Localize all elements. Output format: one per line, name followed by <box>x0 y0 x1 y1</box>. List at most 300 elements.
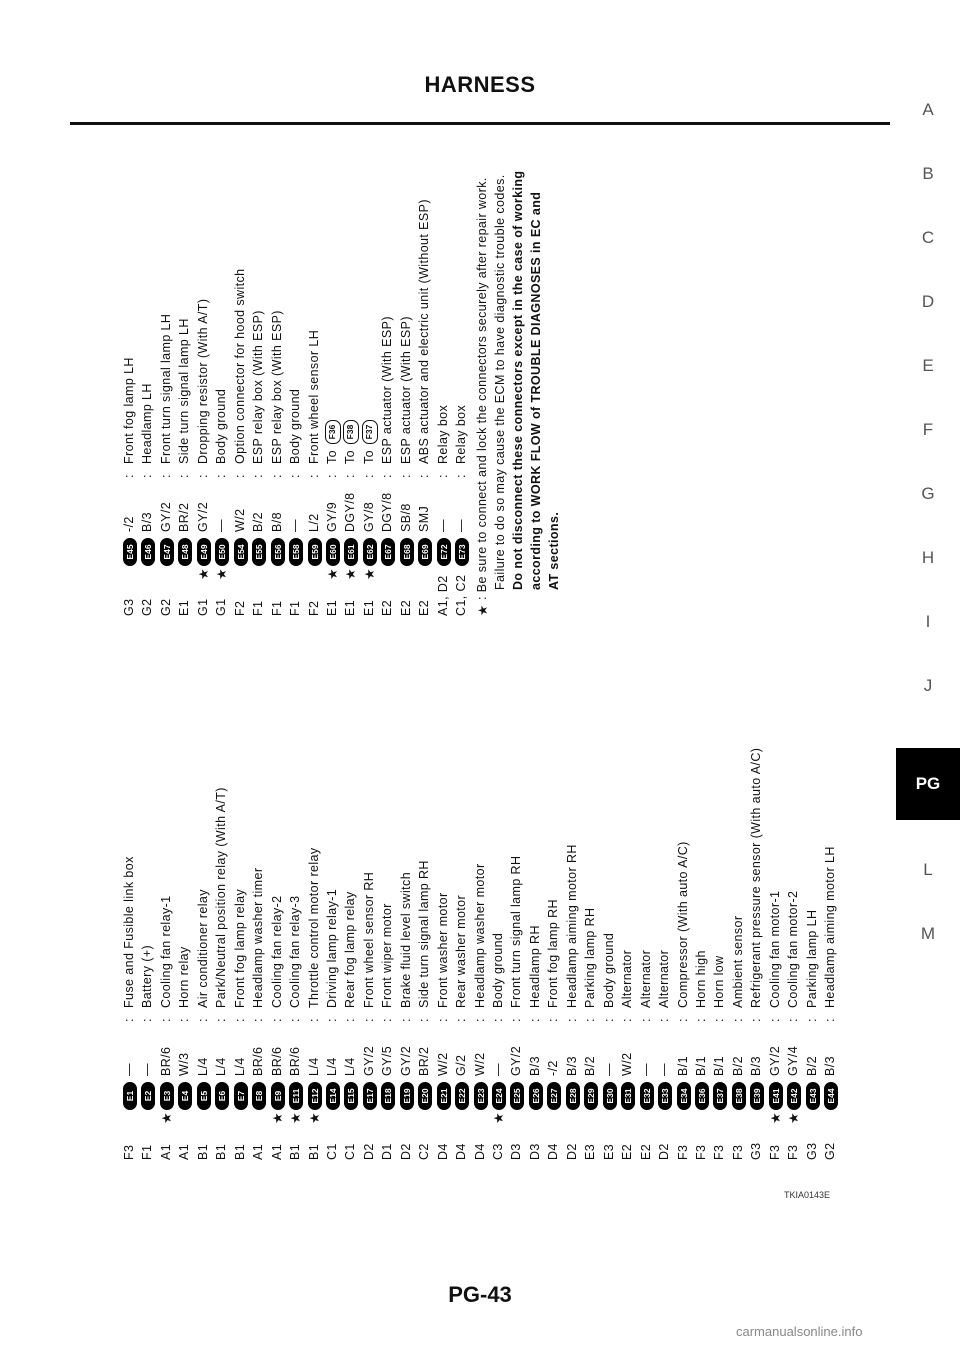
grid-location: B1 <box>306 1143 321 1160</box>
grid-location: A1 <box>177 1143 192 1160</box>
connector-spec: GY/8 <box>361 501 376 532</box>
grid-location: F2 <box>232 600 247 616</box>
connector-spec: GY/5 <box>380 1045 395 1076</box>
grid-location: C3 <box>491 1143 505 1160</box>
star-icon: ★ <box>288 1111 304 1124</box>
grid-location: E3 <box>583 1143 598 1160</box>
star-icon: ★ <box>491 1111 506 1124</box>
connector-spec: GY/4 <box>786 1045 801 1076</box>
connector-badge: E62 <box>363 538 377 566</box>
grid-location: F2 <box>306 600 321 616</box>
connector-badge: E28 <box>566 1082 580 1110</box>
separator: : <box>232 474 247 478</box>
separator: : <box>564 1018 579 1022</box>
connector-description: Front fog lamp LH <box>122 357 136 464</box>
grid-location: E2 <box>417 599 432 616</box>
side-index-letter: D <box>921 292 935 311</box>
grid-location: G2 <box>158 598 173 616</box>
connector-badge: E12 <box>308 1082 322 1110</box>
grid-location: F3 <box>693 1144 708 1160</box>
connector-badge: E37 <box>713 1082 727 1110</box>
connector-badge: E58 <box>289 538 303 566</box>
connector-badge: E41 <box>769 1082 783 1110</box>
connector-description: ESP actuator (With ESP) <box>398 316 413 464</box>
connector-description: Throttle control motor relay <box>306 847 321 1008</box>
grid-location: B1 <box>232 1143 247 1160</box>
connector-badge: E59 <box>308 538 322 566</box>
note-line-3: Do not disconnect these connectors except in the case of working <box>511 170 525 590</box>
connector-badge: E50 <box>215 538 229 566</box>
separator: : <box>546 1018 561 1022</box>
separator: : <box>140 474 155 478</box>
figure-code: TKIA0143E <box>784 1190 831 1200</box>
connector-spec: B/3 <box>564 1056 579 1076</box>
connector-spec: — <box>638 1063 653 1076</box>
grid-location: E1 <box>177 599 192 616</box>
side-index-letter: E <box>922 356 934 375</box>
connector-spec: GY/9 <box>324 501 339 532</box>
grid-location: E2 <box>398 599 413 616</box>
side-index-letter: A <box>922 100 934 119</box>
connector-badge: E43 <box>806 1082 820 1110</box>
star-icon: ★ <box>786 1111 802 1124</box>
connector-badge: E49 <box>197 538 211 566</box>
star-icon: ★ <box>306 1111 322 1124</box>
separator: : <box>195 1018 210 1022</box>
connector-description: Horn high <box>693 950 708 1008</box>
connector-description: ESP actuator (With ESP) <box>380 316 395 464</box>
grid-location: E1 <box>361 599 376 616</box>
connector-badge: E72 <box>437 538 451 566</box>
connector-description: Parking lamp LH <box>804 909 819 1008</box>
grid-location: F1 <box>251 600 266 616</box>
connector-spec: BR/6 <box>269 1046 284 1076</box>
grid-location: E2 <box>620 1143 635 1160</box>
note-line-4: according to WORK FLOW of TROUBLE DIAGNOSES in EC and <box>529 191 543 590</box>
to-connector-badge: F36 <box>325 420 341 444</box>
connector-spec: — <box>214 519 229 532</box>
connector-spec: — <box>491 1063 505 1076</box>
connector-badge: E38 <box>732 1082 746 1110</box>
connector-description: Horn low <box>712 955 727 1008</box>
connector-description: Rear washer motor <box>454 894 469 1008</box>
connector-spec: B/1 <box>712 1056 727 1076</box>
separator: : <box>122 474 136 478</box>
side-index-letter: J <box>923 676 933 695</box>
separator: : <box>343 474 358 478</box>
connector-badge: E29 <box>584 1082 598 1110</box>
grid-location: G3 <box>804 1142 819 1160</box>
side-index-letter: I <box>925 612 931 631</box>
connector-description: Alternator <box>657 949 672 1008</box>
connector-spec: — <box>601 1063 616 1076</box>
grid-location: D4 <box>454 1143 469 1160</box>
connector-spec: GY/2 <box>158 501 173 532</box>
grid-location: F3 <box>767 1144 782 1160</box>
connector-spec: BR/6 <box>251 1046 266 1076</box>
connector-badge: E69 <box>418 538 432 566</box>
connector-spec: GY/2 <box>361 1045 376 1076</box>
grid-location: C1, C2 <box>454 574 469 616</box>
connector-spec: SMJ <box>417 505 432 532</box>
connector-spec: SB/8 <box>398 503 413 532</box>
connector-description: Parking lamp RH <box>583 907 598 1008</box>
connector-badge: E60 <box>326 538 340 566</box>
star-icon: ★ <box>158 1111 174 1124</box>
separator: : <box>251 1018 266 1022</box>
connector-spec: B/2 <box>730 1056 745 1076</box>
connector-description: To <box>324 449 339 464</box>
grid-location: D2 <box>398 1143 413 1160</box>
star-icon: ★ <box>324 567 340 580</box>
connector-spec: DGY/8 <box>343 492 358 532</box>
connector-description: To <box>361 449 376 464</box>
connector-description: Option connector for hood switch <box>232 268 247 464</box>
connector-spec: W/2 <box>472 1052 487 1076</box>
connector-badge: E18 <box>381 1082 395 1110</box>
grid-location: D4 <box>435 1143 450 1160</box>
connector-spec: B/3 <box>823 1056 838 1076</box>
connector-badge: E6 <box>215 1082 229 1110</box>
separator: : <box>324 474 339 478</box>
connector-description: Front wheel sensor LH <box>306 329 321 464</box>
connector-spec: B/3 <box>749 1056 764 1076</box>
to-connector-badge: F38 <box>343 420 359 444</box>
connector-badge: E19 <box>400 1082 414 1110</box>
connector-badge: E22 <box>455 1082 469 1110</box>
separator: : <box>417 1018 432 1022</box>
connector-spec: — <box>454 519 469 532</box>
grid-location: A1, D2 <box>435 575 450 616</box>
grid-location: B1 <box>214 1143 229 1160</box>
grid-location: D2 <box>657 1143 672 1160</box>
connector-badge: E45 <box>123 538 137 566</box>
separator: : <box>527 1018 542 1022</box>
connector-badge: E55 <box>252 538 266 566</box>
separator: : <box>380 1018 395 1022</box>
connector-badge: E34 <box>677 1082 691 1110</box>
grid-location: B1 <box>195 1143 210 1160</box>
connector-spec: W/2 <box>620 1052 635 1076</box>
connector-badge: E68 <box>400 538 414 566</box>
connector-spec: L/4 <box>324 1057 339 1076</box>
connector-badge: E42 <box>787 1082 801 1110</box>
connector-description: Headlamp washer motor <box>472 863 487 1008</box>
grid-location: G3 <box>122 598 136 616</box>
connector-spec: B/1 <box>675 1056 690 1076</box>
connector-spec: B/2 <box>583 1056 598 1076</box>
separator: : <box>343 1018 358 1022</box>
separator: : <box>693 1018 708 1022</box>
connector-badge: E61 <box>344 538 358 566</box>
separator: : <box>269 474 284 478</box>
side-index-letter: F <box>922 420 934 439</box>
separator: : <box>638 1018 653 1022</box>
grid-location: D3 <box>527 1143 542 1160</box>
grid-location: G2 <box>140 598 155 616</box>
side-index-letter: PG <box>896 748 960 820</box>
connector-description: Cooling fan relay-2 <box>269 895 284 1008</box>
note-line-5: AT sections. <box>547 511 561 590</box>
separator: : <box>288 474 303 478</box>
connector-description: Front washer motor <box>435 892 450 1008</box>
connector-badge: E27 <box>547 1082 561 1110</box>
separator: : <box>251 474 266 478</box>
connector-spec: B/2 <box>804 1056 819 1076</box>
star-icon: ★ <box>269 1111 285 1124</box>
connector-description: Headlamp LH <box>140 383 155 464</box>
connector-description: Front wheel sensor RH <box>361 871 376 1008</box>
connector-spec: GY/2 <box>767 1045 782 1076</box>
connector-description: ESP relay box (With ESP) <box>251 310 266 464</box>
separator: : <box>195 474 210 478</box>
connector-description: Cooling fan motor-2 <box>786 890 801 1008</box>
connector-spec: L/2 <box>306 513 321 532</box>
connector-description: Side turn signal lamp LH <box>177 318 192 464</box>
separator: : <box>786 1018 801 1022</box>
separator: : <box>306 474 321 478</box>
connector-spec: — <box>140 1063 155 1076</box>
connector-spec: GY/2 <box>509 1045 524 1076</box>
note-line-2: Failure to do so may cause the ECM to have diagnostic trouble codes. <box>493 174 507 590</box>
connector-spec: W/2 <box>435 1052 450 1076</box>
connector-badge: E9 <box>271 1082 285 1110</box>
grid-location: F3 <box>675 1144 690 1160</box>
connector-spec: -/2 <box>122 516 136 532</box>
connector-description: Front turn signal lamp RH <box>509 855 524 1008</box>
grid-location: G2 <box>823 1142 838 1160</box>
connector-spec: W/3 <box>177 1052 192 1076</box>
separator: : <box>232 1018 247 1022</box>
connector-spec: B/3 <box>527 1056 542 1076</box>
connector-description: Headlamp RH <box>527 925 542 1008</box>
connector-badge: E39 <box>750 1082 764 1110</box>
connector-badge: E33 <box>658 1082 672 1110</box>
separator: : <box>491 1018 505 1022</box>
separator: : <box>712 1018 727 1022</box>
separator: : <box>583 1018 598 1022</box>
star-icon: ★ <box>343 567 359 580</box>
connector-description: Cooling fan relay-1 <box>158 895 173 1008</box>
separator: : <box>767 1018 782 1022</box>
connector-spec: L/4 <box>214 1057 229 1076</box>
connector-description: Driving lamp relay-1 <box>324 888 339 1008</box>
connector-badge: E26 <box>529 1082 543 1110</box>
connector-badge: E44 <box>824 1082 838 1110</box>
page-title: HARNESS <box>424 72 536 97</box>
connector-spec: DGY/8 <box>380 492 395 532</box>
grid-location: E3 <box>601 1143 616 1160</box>
connector-description: Front wiper motor <box>380 903 395 1008</box>
connector-description: Relay box <box>454 404 469 464</box>
grid-location: G1 <box>214 598 229 616</box>
separator: : <box>306 1018 321 1022</box>
separator: : <box>804 1018 819 1022</box>
separator: : <box>380 474 395 478</box>
connector-description: To <box>343 449 358 464</box>
page-number: PG-43 <box>448 1282 512 1307</box>
grid-location: E2 <box>638 1143 653 1160</box>
connector-description: ESP relay box (With ESP) <box>269 310 284 464</box>
connector-badge: E17 <box>363 1082 377 1110</box>
side-index-letter: B <box>922 164 934 183</box>
connector-description: Fuse and Fusible link box <box>122 856 136 1008</box>
connector-description: Headlamp aiming motor LH <box>823 846 838 1008</box>
grid-location: F3 <box>786 1144 801 1160</box>
connector-description: Front fog lamp relay <box>232 888 247 1008</box>
connector-badge: E54 <box>234 538 248 566</box>
separator: : <box>454 474 469 478</box>
connector-spec: GY/2 <box>195 501 210 532</box>
grid-location: F3 <box>730 1144 745 1160</box>
side-index-letter: H <box>921 548 935 567</box>
grid-location: F3 <box>122 1144 136 1160</box>
connector-badge: E24 <box>492 1082 506 1110</box>
connector-description: Compressor (With auto A/C) <box>675 841 690 1008</box>
grid-location: E1 <box>343 599 358 616</box>
connector-description: Rear fog lamp relay <box>343 891 358 1008</box>
connector-badge: E47 <box>160 538 174 566</box>
separator: : <box>288 1018 303 1022</box>
connector-spec: GY/2 <box>398 1045 413 1076</box>
star-icon: ★ <box>214 567 230 580</box>
connector-description: Ambient sensor <box>730 915 745 1008</box>
separator: : <box>823 1018 838 1022</box>
connector-spec: BR/2 <box>177 502 192 532</box>
connector-description: ABS actuator and electric unit (Without ESP) <box>417 199 432 464</box>
grid-location: E2 <box>380 599 395 616</box>
watermark: carmanualsonline.info <box>736 1324 863 1339</box>
connector-badge: E48 <box>178 538 192 566</box>
connector-badge: E25 <box>510 1082 524 1110</box>
grid-location: D4 <box>546 1143 561 1160</box>
connector-badge: E5 <box>197 1082 211 1110</box>
connector-badge: E14 <box>326 1082 340 1110</box>
grid-location: B1 <box>288 1143 303 1160</box>
separator: : <box>214 474 229 478</box>
separator: : <box>509 1018 524 1022</box>
separator: : <box>361 474 376 478</box>
connector-spec: BR/6 <box>158 1046 173 1076</box>
connector-badge: E3 <box>160 1082 174 1110</box>
separator: : <box>730 1018 745 1022</box>
connector-spec: B/2 <box>251 512 266 532</box>
separator: : <box>675 1018 690 1022</box>
separator: : <box>620 1018 635 1022</box>
separator: : <box>749 1018 764 1022</box>
side-index-letter: G <box>921 484 935 503</box>
connector-description: Park/Neutral position relay (With A/T) <box>214 787 229 1008</box>
side-index-letter: C <box>921 228 935 247</box>
connector-description: Headlamp washer timer <box>251 867 266 1008</box>
grid-location: E1 <box>324 599 339 616</box>
connector-description: Dropping resistor (With A/T) <box>195 298 210 464</box>
grid-location: A1 <box>251 1143 266 1160</box>
connector-badge: E46 <box>141 538 155 566</box>
connector-description: Refrigerant pressure sensor (With auto A/C) <box>749 747 764 1008</box>
star-icon: ★ <box>361 567 377 580</box>
connector-badge: E1 <box>123 1082 137 1110</box>
grid-location: A1 <box>269 1143 284 1160</box>
connector-spec: BR/6 <box>288 1046 303 1076</box>
connector-description: Body ground <box>601 932 616 1008</box>
to-connector-badge: F37 <box>362 420 378 444</box>
connector-description: Body ground <box>288 388 303 464</box>
connector-spec: B/1 <box>693 1056 708 1076</box>
grid-location: D1 <box>380 1143 395 1160</box>
grid-location: F1 <box>269 600 284 616</box>
connector-badge: E2 <box>141 1082 155 1110</box>
side-index-letter: L <box>923 860 933 879</box>
note-line-1: : Be sure to connect and lock the connectors securely after repair work. <box>475 177 489 600</box>
separator: : <box>435 474 450 478</box>
connector-description: Body ground <box>491 932 505 1008</box>
connector-spec: W/2 <box>232 508 247 532</box>
separator: : <box>601 1018 616 1022</box>
section-index <box>896 0 960 1358</box>
separator: : <box>398 1018 413 1022</box>
note-star-icon: ★ <box>476 604 490 616</box>
grid-location: C2 <box>417 1143 432 1160</box>
connector-description: Side turn signal lamp RH <box>417 860 432 1008</box>
connector-badge: E20 <box>418 1082 432 1110</box>
star-icon: ★ <box>195 567 211 580</box>
connector-description: Front fog lamp RH <box>546 899 561 1008</box>
connector-badge: E7 <box>234 1082 248 1110</box>
connector-badge: E56 <box>271 538 285 566</box>
connector-badge: E30 <box>603 1082 617 1110</box>
connector-badge: E32 <box>640 1082 654 1110</box>
connector-description: Body ground <box>214 388 229 464</box>
separator: : <box>361 1018 376 1022</box>
grid-location: D2 <box>361 1143 376 1160</box>
connector-description: Horn relay <box>177 946 192 1008</box>
connector-badge: E67 <box>381 538 395 566</box>
grid-location: F1 <box>288 600 303 616</box>
connector-badge: E21 <box>437 1082 451 1110</box>
connector-spec: B/3 <box>140 512 155 532</box>
separator: : <box>158 1018 173 1022</box>
separator: : <box>177 1018 192 1022</box>
star-icon: ★ <box>767 1111 783 1124</box>
grid-location: G1 <box>195 598 210 616</box>
separator: : <box>122 1018 136 1022</box>
connector-spec: G/2 <box>454 1054 469 1076</box>
grid-location: D3 <box>509 1143 524 1160</box>
connector-spec: B/8 <box>269 512 284 532</box>
separator: : <box>454 1018 469 1022</box>
connector-description: Alternator <box>620 949 635 1008</box>
connector-spec: — <box>288 519 303 532</box>
grid-location: D4 <box>472 1143 487 1160</box>
connector-badge: E4 <box>178 1082 192 1110</box>
separator: : <box>269 1018 284 1022</box>
connector-badge: E8 <box>252 1082 266 1110</box>
connector-spec: — <box>657 1063 672 1076</box>
connector-spec: L/4 <box>343 1057 358 1076</box>
connector-description: Alternator <box>638 949 653 1008</box>
connector-badge: E15 <box>344 1082 358 1110</box>
connector-description: Brake fluid level switch <box>398 871 413 1008</box>
separator: : <box>177 474 192 478</box>
connector-spec: BR/2 <box>417 1046 432 1076</box>
connector-badge: E36 <box>695 1082 709 1110</box>
separator: : <box>657 1018 672 1022</box>
grid-location: G3 <box>749 1142 764 1160</box>
separator: : <box>158 474 173 478</box>
connector-spec: -/2 <box>546 1060 561 1076</box>
connector-list-rotated <box>100 100 860 1180</box>
